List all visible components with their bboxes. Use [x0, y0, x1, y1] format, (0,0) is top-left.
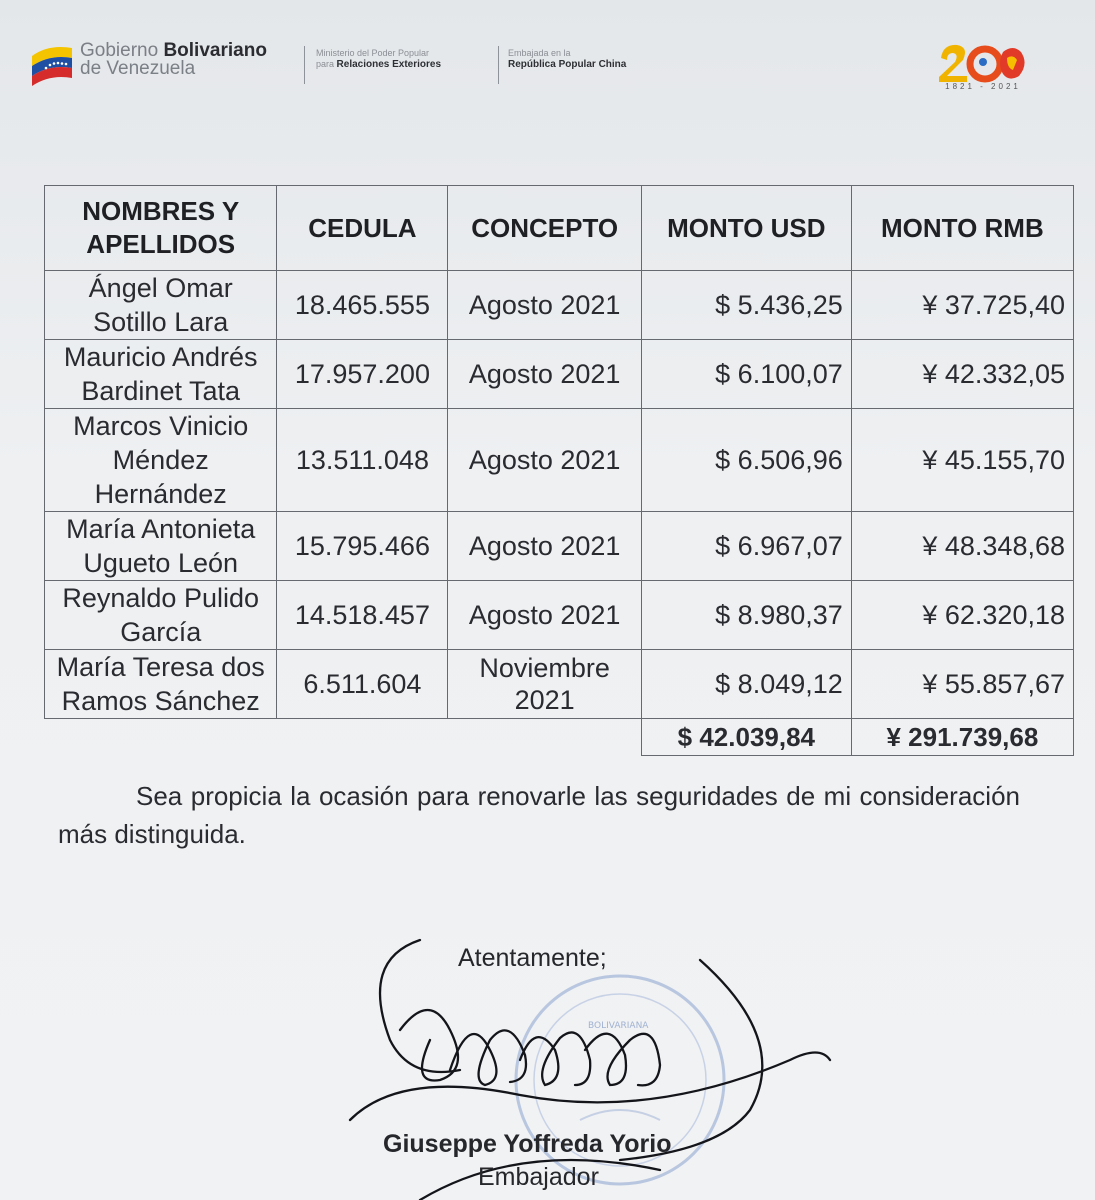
total-usd: $ 42.039,84 — [641, 719, 851, 756]
table-row — [45, 271, 1074, 340]
bicentennial-logo-subtitle: 1821 - 2021 — [945, 82, 1021, 91]
table-row — [45, 581, 1074, 650]
cell-cedula: 13.511.048 — [277, 409, 448, 512]
header-concepto: CONCEPTO — [448, 186, 642, 271]
header-divider — [498, 46, 499, 84]
table-row — [45, 340, 1074, 409]
name-line: Ugueto León — [83, 548, 239, 578]
embassy-line2: República Popular China — [508, 59, 627, 70]
cell-monto-usd: $ 6.506,96 — [641, 409, 851, 512]
cell-monto-usd: $ 8.980,37 — [641, 581, 851, 650]
gobierno-logo-text — [80, 42, 267, 78]
cell-monto-rmb: ¥ 62.320,18 — [851, 581, 1073, 650]
table-header-row — [45, 186, 1074, 271]
table-row — [45, 512, 1074, 581]
cell-concepto: Agosto 2021 — [448, 271, 642, 340]
name-line: Sotillo Lara — [93, 307, 229, 337]
header-nombres-line2: APELLIDOS — [86, 229, 236, 259]
table-row — [45, 409, 1074, 512]
cell-concepto — [448, 650, 642, 719]
gobierno-line2: de Venezuela — [80, 58, 196, 79]
cell-name — [45, 650, 277, 719]
cell-monto-rmb: ¥ 37.725,40 — [851, 271, 1073, 340]
name-line: María Teresa dos — [56, 652, 265, 682]
svg-text:BOLIVARIANA: BOLIVARIANA — [588, 1021, 649, 1031]
cell-name — [45, 581, 277, 650]
cell-monto-usd: $ 6.967,07 — [641, 512, 851, 581]
totals-row — [45, 719, 1074, 756]
cell-concepto: Agosto 2021 — [448, 409, 642, 512]
name-line: Hernández — [94, 479, 227, 509]
gobierno-bold: Bolivariano — [163, 40, 267, 61]
cell-cedula: 15.795.466 — [277, 512, 448, 581]
header-monto-usd: MONTO USD — [641, 186, 851, 271]
gobierno-prefix: Gobierno — [80, 40, 159, 61]
cell-name — [45, 409, 277, 512]
name-line: Ángel Omar — [88, 273, 233, 303]
header-nombres-line1: NOMBRES Y — [82, 196, 240, 226]
name-line: Mauricio Andrés — [63, 342, 258, 372]
cell-concepto: Agosto 2021 — [448, 512, 642, 581]
cell-concepto: Agosto 2021 — [448, 340, 642, 409]
concepto-line: 2021 — [514, 685, 575, 715]
ministry-bold: Relaciones Exteriores — [336, 59, 442, 70]
name-line: Bardinet Tata — [81, 376, 241, 406]
cell-cedula: 6.511.604 — [277, 650, 448, 719]
table-row — [45, 650, 1074, 719]
cell-monto-rmb: ¥ 42.332,05 — [851, 340, 1073, 409]
name-line: García — [120, 617, 202, 647]
header-monto-rmb: MONTO RMB — [851, 186, 1073, 271]
cell-cedula: 17.957.200 — [277, 340, 448, 409]
cell-name — [45, 512, 277, 581]
embassy-line1: Embajada en la — [508, 48, 571, 58]
ministry-prefix: para — [316, 59, 335, 69]
name-line: Marcos Vinicio — [73, 411, 249, 441]
cell-name — [45, 271, 277, 340]
salutation: Atentamente; — [458, 944, 607, 972]
signer-name: Giuseppe Yoffreda Yorio — [383, 1130, 672, 1158]
header-nombres — [45, 186, 277, 271]
cell-concepto: Agosto 2021 — [448, 581, 642, 650]
cell-monto-rmb: ¥ 45.155,70 — [851, 409, 1073, 512]
embassy-label — [508, 48, 626, 70]
cell-monto-usd: $ 5.436,25 — [641, 271, 851, 340]
concepto-line: Noviembre — [479, 653, 610, 683]
header-cedula: CEDULA — [277, 186, 448, 271]
name-line: Méndez — [112, 445, 209, 475]
cell-monto-rmb: ¥ 48.348,68 — [851, 512, 1073, 581]
cell-cedula: 14.518.457 — [277, 581, 448, 650]
ministry-label — [316, 48, 441, 70]
name-line: María Antonieta — [66, 514, 256, 544]
signer-title: Embajador — [478, 1163, 599, 1191]
name-line: Ramos Sánchez — [61, 686, 260, 716]
name-line: Reynaldo Pulido — [62, 583, 260, 613]
cell-name — [45, 340, 277, 409]
payment-table — [44, 185, 1074, 756]
header-divider — [304, 46, 305, 84]
ministry-line1: Ministerio del Poder Popular — [316, 48, 430, 58]
venezuela-flag-icon — [28, 42, 76, 88]
cell-monto-usd: $ 8.049,12 — [641, 650, 851, 719]
cell-cedula: 18.465.555 — [277, 271, 448, 340]
closing-paragraph: Sea propicia la ocasión para renovarle las seguridades de mi consideración más distinguida. — [58, 781, 1020, 849]
cell-monto-rmb: ¥ 55.857,67 — [851, 650, 1073, 719]
totals-spacer — [45, 719, 642, 756]
cell-monto-usd: $ 6.100,07 — [641, 340, 851, 409]
total-rmb: ¥ 291.739,68 — [851, 719, 1073, 756]
letterhead — [28, 36, 1068, 96]
